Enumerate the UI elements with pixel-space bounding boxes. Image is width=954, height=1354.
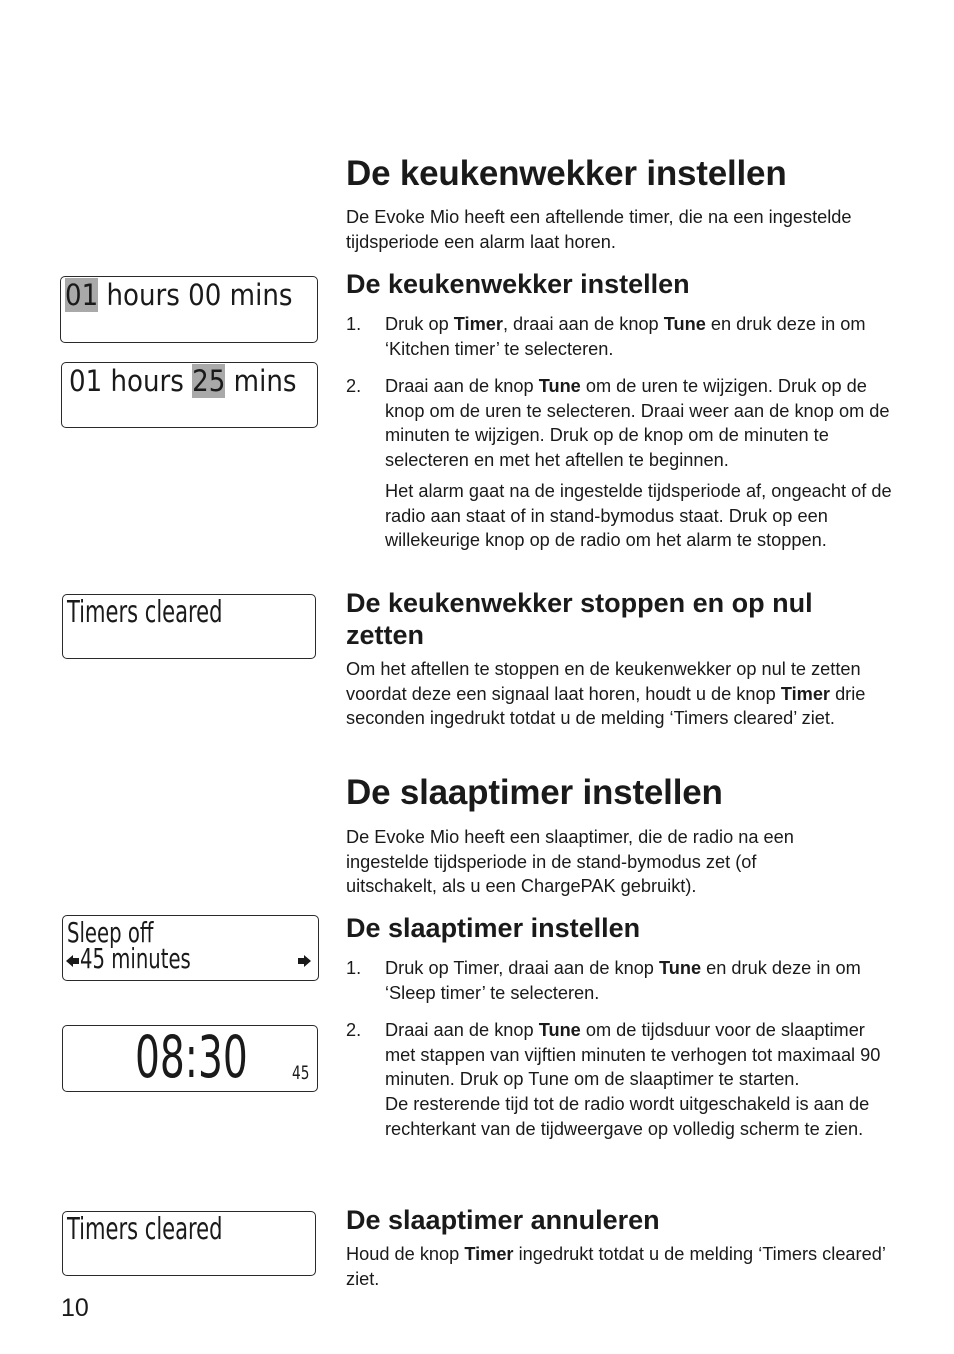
arrow-right-icon bbox=[297, 954, 311, 973]
list-number: 2. bbox=[346, 1020, 362, 1040]
section-title-kitchen-timer: De keukenwekker instellen bbox=[346, 154, 787, 193]
arrow-left-icon bbox=[66, 954, 80, 973]
lcd-display-hours-selected bbox=[60, 276, 318, 343]
list-text: Druk op Timer, draai aan de knop Tune en druk deze in om ‘Sleep timer’ te selecteren. bbox=[385, 958, 861, 1003]
lcd-mins-value: 25 bbox=[192, 364, 226, 398]
lcd-sleep-remaining: 45 bbox=[292, 1062, 310, 1084]
list-text: Draai aan de knop Tune om de uren te wijzigen. Druk op de knop om de uren te selecteren. Draai weer aan de knop om de minuten te wijzigen. Druk op de knop om de minuten te selecteren en met het aftellen te beginnen. bbox=[385, 376, 890, 471]
lcd-mins-value: 00 bbox=[188, 278, 222, 312]
list-number: 1. bbox=[346, 314, 362, 334]
lcd-mins-word: mins bbox=[233, 364, 297, 398]
section-title-sleep-timer: De slaaptimer instellen bbox=[346, 773, 723, 812]
lcd-sleep-duration: 45 minutes bbox=[80, 942, 191, 975]
list-item bbox=[346, 1018, 906, 1142]
list-text: Druk op Timer, draai aan de knop Tune en druk deze in om ‘Kitchen timer’ te selecteren. bbox=[385, 314, 866, 359]
stop-reset-text: Om het aftellen te stoppen en de keukenwekker op nul te zetten voordat deze een signaal laat horen, houdt u de knop Timer drie seconden ingedrukt totdat u de melding ‘Timers cleared’ ziet. bbox=[346, 659, 866, 729]
lcd-hours-value: 01 bbox=[65, 278, 99, 312]
alarm-note: Het alarm gaat na de ingestelde tijdsperiode af, ongeacht of de radio aan staat of in stand-bymodus staat. Druk op een willekeurige knop op de radio om het alarm te stoppen. bbox=[385, 481, 892, 551]
list-number: 2. bbox=[346, 376, 362, 396]
cancel-sleep-text: Houd de knop Timer ingedrukt totdat u de melding ‘Timers cleared’ ziet. bbox=[346, 1244, 886, 1289]
lcd-display-timers-cleared bbox=[62, 594, 316, 659]
subsection-title-set-kitchen-timer: De keukenwekker instellen bbox=[346, 269, 690, 299]
lcd-display-mins-selected bbox=[61, 362, 318, 428]
list-item bbox=[346, 312, 906, 361]
lcd-display-sleep-timer bbox=[62, 915, 319, 981]
lcd-message: Timers cleared bbox=[67, 1212, 223, 1247]
subsection-title-stop-reset: De keukenwekker stoppen en op nul zetten bbox=[346, 588, 813, 650]
lcd-clock-time: 08:30 bbox=[135, 1023, 248, 1091]
lcd-hours-word: hours bbox=[106, 278, 180, 312]
lcd-hours-value: 01 bbox=[69, 364, 103, 398]
page-number: 10 bbox=[61, 1294, 89, 1322]
subsection-title-set-sleep-timer: De slaaptimer instellen bbox=[346, 913, 641, 943]
lcd-hours-word: hours bbox=[110, 364, 184, 398]
lcd-sleep-status: Sleep off bbox=[67, 916, 154, 949]
list-item bbox=[346, 956, 906, 1005]
list-text: Draai aan de knop Tune om de tijdsduur voor de slaaptimer met stappen van vijftien minuten te verhogen tot maximaal 90 minuten. Druk op Tune om de slaaptimer te starten. De resterende tijd tot de radio wordt uitgeschakeld is aan de rechterkant van de tijdweergave op volledig scherm te zien. bbox=[385, 1020, 881, 1139]
subsection-title-cancel-sleep-timer: De slaaptimer annuleren bbox=[346, 1205, 660, 1235]
lcd-display-clock bbox=[62, 1025, 318, 1092]
kitchen-timer-intro: De Evoke Mio heeft een aftellende timer, die na een ingestelde tijdsperiode een alarm laat horen. bbox=[346, 207, 852, 252]
lcd-message: Timers cleared bbox=[67, 595, 223, 630]
sleep-timer-intro: De Evoke Mio heeft een slaaptimer, die de radio na een ingestelde tijdsperiode in de stand-bymodus zet (of uitschakelt, als u een ChargePAK gebruikt). bbox=[346, 827, 794, 897]
list-item bbox=[346, 374, 906, 473]
lcd-mins-word: mins bbox=[229, 278, 293, 312]
lcd-display-timers-cleared-2 bbox=[62, 1211, 316, 1276]
list-number: 1. bbox=[346, 958, 362, 978]
